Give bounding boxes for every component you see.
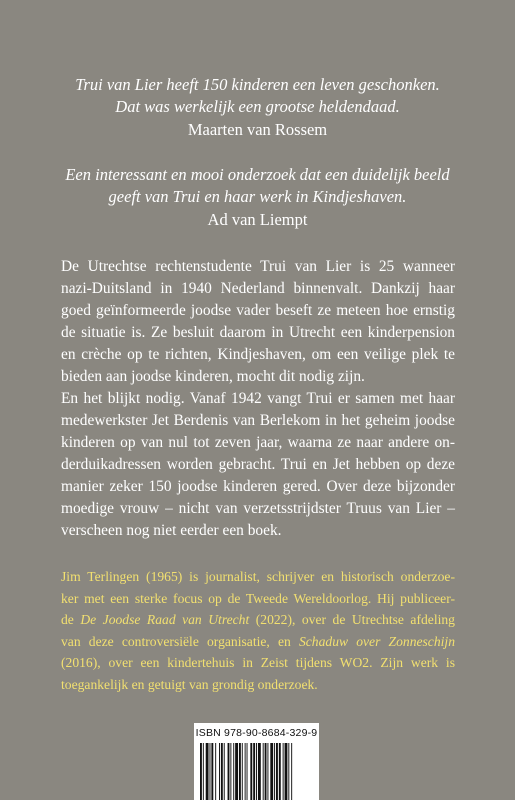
author-bio	[61, 566, 455, 695]
description-line: kinderen op van nul tot zeven jaar, waarna ze naar andere on-	[61, 434, 455, 451]
quote-author: Maarten van Rossem	[187, 120, 328, 139]
barcode-bar	[279, 743, 281, 800]
isbn-number: ISBN 978-90-8684-329-9	[195, 727, 318, 739]
bio-line: ker met een sterke focus op de Tweede Wereldoorlog. Hij publiceer-	[61, 590, 455, 606]
bio-line	[61, 631, 455, 653]
barcode-bar	[291, 743, 292, 800]
quote-author: Ad van Liempt	[207, 210, 308, 229]
description-line: en crèche op te richten, Kindjeshaven, om een veilige plek te	[61, 346, 455, 363]
book-title-schaduw: Schaduw over Zonneschijn	[298, 633, 455, 649]
description-line: verscheen nog niet eerder een boek.	[61, 522, 282, 539]
barcode-bar	[276, 743, 278, 800]
bio-text: de	[61, 612, 81, 627]
description-line: de situatie is. Ze besluit daarom in Utrecht een kinderpension	[61, 324, 455, 341]
quote-line: Een interessant en mooi onderzoek dat een duidelijk beeld	[65, 165, 450, 184]
barcode-bar	[245, 743, 246, 800]
barcode-bar	[206, 743, 209, 800]
barcode-bar	[263, 743, 264, 800]
barcode-bar	[242, 743, 243, 800]
description-line: medewerkster Jet Berdenis van Berlekom in het geheim joodse	[61, 412, 455, 429]
quote-line: geeft van Trui en haar werk in Kindjeshaven.	[108, 187, 407, 206]
description-line: manier zeker 150 joodse kinderen gered. Over deze bijzonder	[61, 478, 455, 495]
barcode-bar	[288, 743, 289, 800]
barcode-bar	[283, 743, 284, 800]
barcode-icon	[200, 743, 313, 800]
barcode-bar	[247, 743, 248, 800]
book-description	[61, 256, 455, 542]
description-line: derduikadressen worden gebracht. Trui en Jet hebben op deze	[61, 456, 455, 473]
barcode-bar	[253, 743, 255, 800]
barcode-bar	[224, 743, 225, 800]
bio-line: (2016), over een kindertehuis in Zeist tijdens WO2. Zijn werk is	[61, 655, 455, 670]
description-line: moedige vrouw – nicht van verzetsstrijdster Truus van Lier –	[61, 500, 455, 517]
quote-maarten-van-rossem	[40, 74, 475, 141]
barcode-bar	[258, 743, 261, 800]
bio-line	[61, 609, 455, 631]
barcode-bar	[274, 743, 275, 800]
book-title-joodse-raad: De Joodse Raad van Utrecht	[80, 612, 250, 627]
barcode-bar	[219, 743, 220, 800]
bio-text: (2022), over de Utrechtse afdeling	[249, 612, 455, 627]
bio-text: van deze controversiële organisatie, en	[61, 633, 299, 649]
barcode-bar	[211, 743, 213, 800]
barcode-bar	[200, 743, 202, 800]
barcode-bar	[256, 743, 257, 800]
barcode-bar	[233, 743, 234, 800]
description-line: nazi-Duitsland in 1940 Nederland binnenvalt. Dankzij haar	[61, 280, 455, 297]
barcode-bar	[250, 743, 252, 800]
barcode-bar	[285, 743, 288, 800]
quote-ad-van-liempt	[40, 164, 475, 231]
barcode-bar	[215, 743, 216, 800]
barcode-bar	[230, 743, 231, 800]
barcode-bar	[265, 743, 267, 800]
barcode-bar	[267, 743, 268, 800]
bio-line: Jim Terlingen (1965) is journalist, schrijver en historisch onderzoe-	[61, 569, 455, 584]
description-line: En het blijkt nodig. Vanaf 1942 vangt Trui er samen met haar	[61, 390, 455, 407]
barcode-bar	[203, 743, 204, 800]
quote-line: Dat was werkelijk een grootse heldendaad.	[115, 97, 400, 116]
barcode-bar	[270, 743, 273, 800]
barcode-bar	[221, 743, 223, 800]
barcode-bar	[235, 743, 238, 800]
description-line: bieden aan joodse kinderen, mocht dit nodig zijn.	[61, 368, 365, 385]
isbn-barcode	[194, 723, 319, 800]
bio-line: toegankelijk en getuigt van grondig onderzoek.	[61, 676, 318, 692]
barcode-bar	[228, 743, 230, 800]
quote-line: Trui van Lier heeft 150 kinderen een leven geschonken.	[75, 75, 440, 94]
barcode-bar	[239, 743, 241, 800]
barcode-bar	[210, 743, 211, 800]
description-line: De Utrechtse rechtenstudente Trui van Lier is 25 wanneer	[61, 258, 455, 275]
description-line: goed geïnformeerde joodse vader beseft ze meteen hoe ernstig	[61, 302, 455, 319]
